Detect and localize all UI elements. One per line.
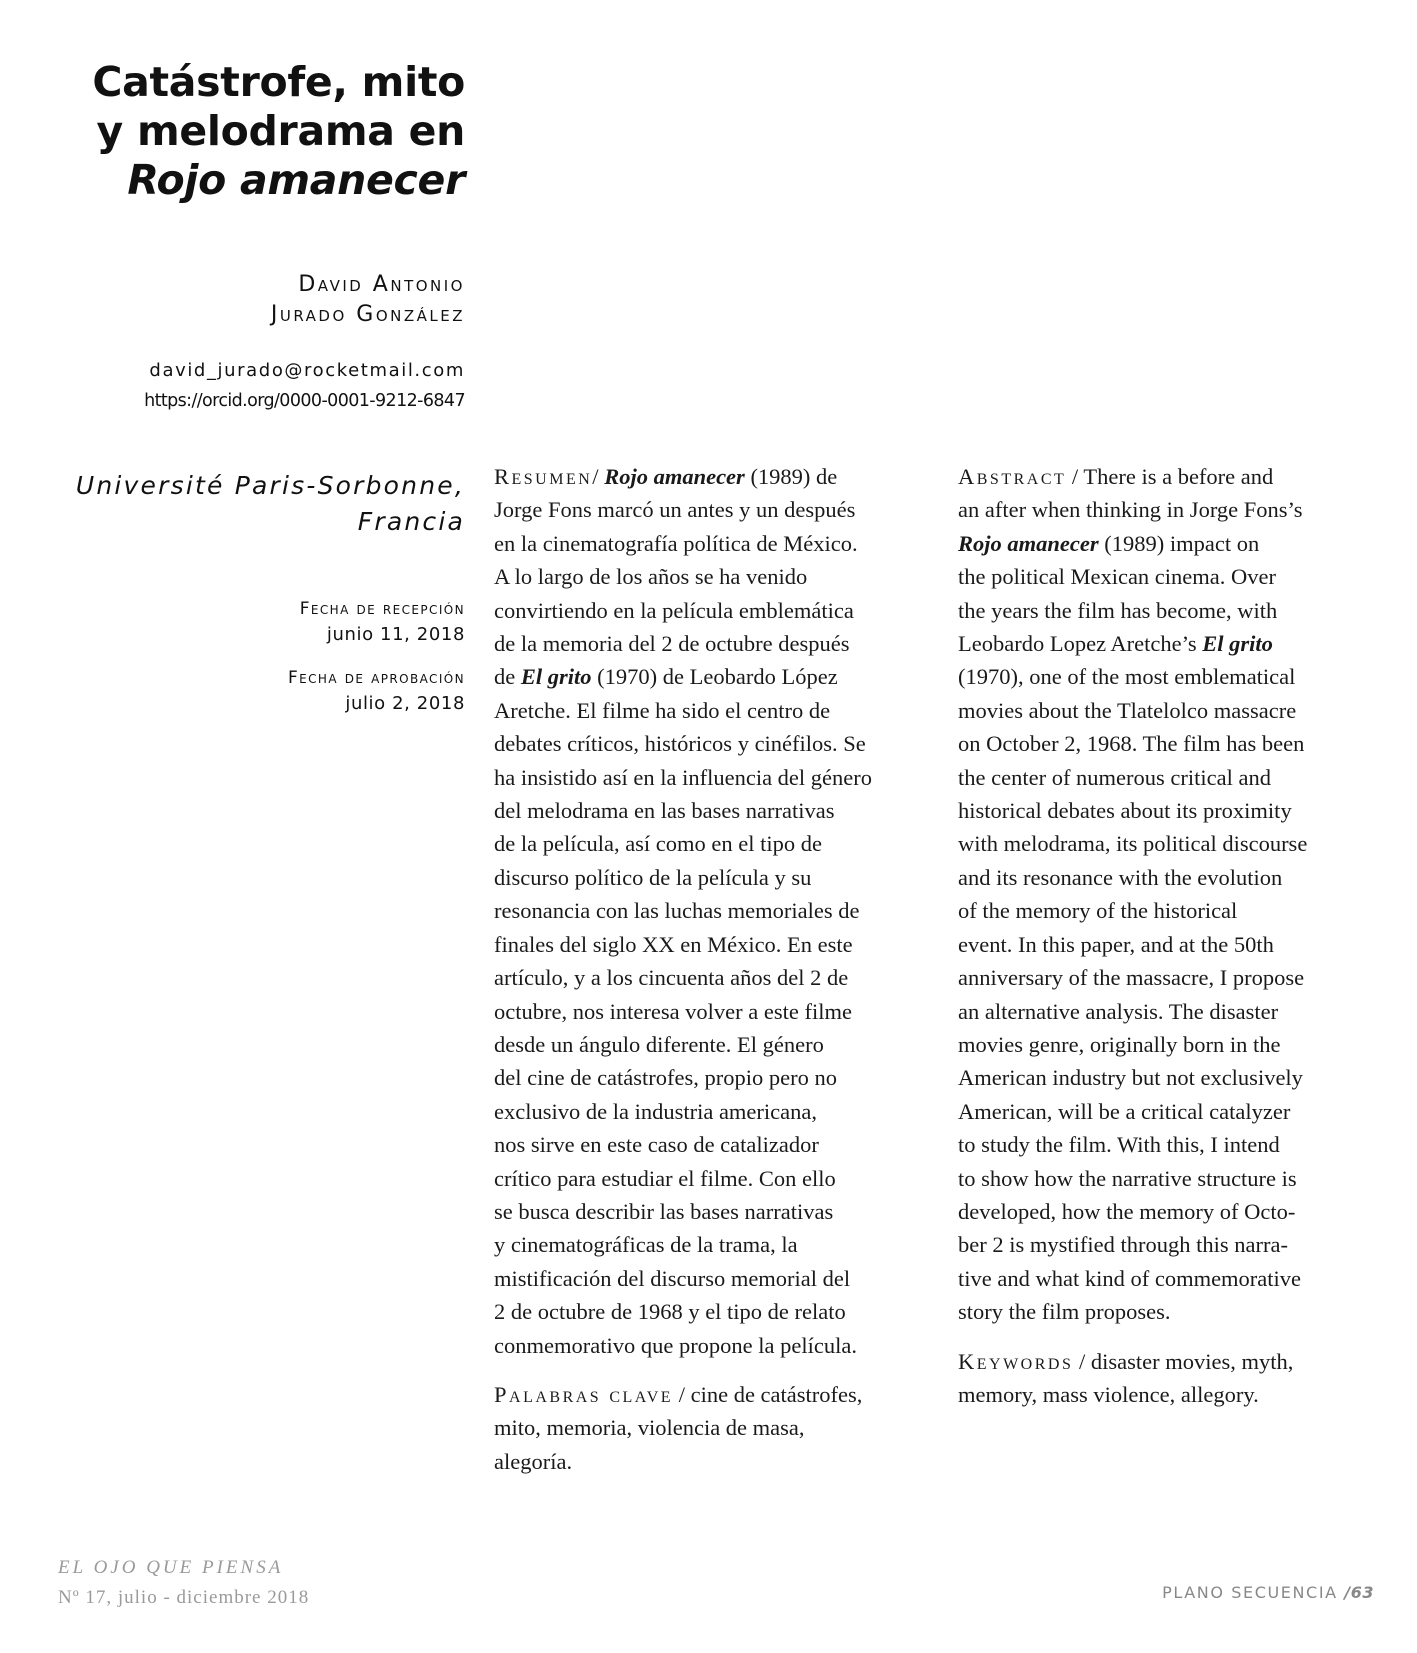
resumen-line: exclusivo de la industria americana, (494, 1098, 817, 1124)
resumen-line: octubre, nos interesa volver a este filme (494, 998, 852, 1024)
author-contact (25, 356, 465, 416)
abstract-line: anniversary of the massacre, I propose (958, 965, 1305, 991)
resumen-line: de la memoria del 2 de octubre después (494, 631, 850, 657)
resumen-line: discurso político de la película y su (494, 864, 812, 890)
keywords-heading: Keywords (958, 1348, 1074, 1374)
resumen-line: del cine de catástrofes, propio pero no (494, 1065, 837, 1091)
abstract-line: an alternative analysis. The disaster (958, 998, 1279, 1024)
resumen-line: Aretche. El filme ha sido el centro de (494, 697, 831, 723)
film-title: Rojo amanecer (604, 464, 745, 489)
received-date-value: junio 11, 2018 (326, 624, 465, 645)
abstract-line: (1970), one of the most emblematical (958, 664, 1296, 690)
article-dates (25, 595, 465, 716)
title-line-1: Catástrofe, mito (92, 58, 465, 106)
abstract-line: to show how the narrative structure is (958, 1165, 1297, 1191)
palabras-clave-line: / cine de catástrofes, (673, 1381, 863, 1407)
resumen-line: desde un ángulo diferente. El género (494, 1031, 824, 1057)
abstract-line: / There is a before and (1066, 464, 1274, 489)
resumen-line: convirtiendo en la película emblemática (494, 597, 854, 623)
resumen-line: se busca describir las bases narrativas (494, 1198, 834, 1224)
abstract-line: to study the film. With this, I intend (958, 1132, 1280, 1158)
film-title: El grito (1202, 631, 1273, 657)
resumen-line: 2 de octubre de 1968 y el tipo de relato (494, 1299, 846, 1325)
resumen-line: A lo largo de los años se ha venido (494, 564, 808, 590)
resumen-line: artículo, y a los cincuenta años del 2 de (494, 965, 849, 991)
abstract-line: of the memory of the historical (958, 898, 1238, 924)
abstract-line: the political Mexican cinema. Over (958, 564, 1276, 590)
abstract-line: and its resonance with the evolution (958, 864, 1283, 890)
journal-name: EL OJO QUE PIENSA (58, 1557, 284, 1578)
author-name-line-2: Jurado González (270, 302, 465, 327)
keywords-line: / disaster movies, myth, (1073, 1348, 1294, 1374)
keywords-line: memory, mass violence, allegory. (958, 1381, 1259, 1407)
author-orcid: https://orcid.org/0000-0001-9212-6847 (144, 391, 465, 411)
author-name (45, 270, 465, 330)
title-line-2: y melodrama en (96, 107, 465, 155)
resumen-paragraph (494, 460, 934, 1362)
title-film-name: Rojo amanecer (127, 156, 465, 204)
abstract-line: American industry but not exclusively (958, 1065, 1303, 1091)
abstract-line: American, will be a critical catalyzer (958, 1098, 1291, 1124)
resumen-line: / Rojo amanecer (1989) de (592, 464, 838, 489)
resumen-line: ha insistido así en la influencia del género (494, 764, 873, 790)
section-name: PLANO SECUENCIA (1162, 1583, 1338, 1602)
palabras-clave-line: mito, memoria, violencia de masa, (494, 1415, 805, 1441)
footer-page (1162, 1578, 1374, 1608)
resumen-line: conmemorativo que propone la película. (494, 1332, 857, 1358)
resumen-line: debates críticos, históricos y cinéfilos. Se (494, 731, 866, 757)
palabras-clave-line: alegoría. (494, 1448, 573, 1474)
abstract-line: historical debates about its proximity (958, 798, 1292, 824)
abstract-line: developed, how the memory of Octo- (958, 1198, 1296, 1224)
resumen-line: mistificación del discurso memorial del (494, 1265, 851, 1291)
abstract-heading: Abstract (958, 464, 1067, 489)
author-email: david_jurado@rocketmail.com (149, 360, 465, 381)
resumen-line: resonancia con las luchas memoriales de (494, 898, 860, 924)
palabras-clave-heading: Palabras clave (494, 1381, 674, 1407)
journal-issue: Nº 17, julio - diciembre 2018 (58, 1587, 310, 1608)
abstract-body (958, 464, 1398, 1329)
page-number: /63 (1344, 1583, 1374, 1602)
abstract-paragraph (958, 460, 1398, 1329)
resumen-line: nos sirve en este caso de catalizador (494, 1132, 819, 1158)
resumen-line: Jorge Fons marcó un antes y un después (494, 497, 856, 523)
resumen-line: y cinematográficas de la trama, la (494, 1232, 798, 1258)
palabras-clave-paragraph (494, 1378, 934, 1478)
abstract-column (958, 460, 1398, 1411)
abstract-line: event. In this paper, and at the 50th (958, 931, 1274, 957)
resumen-line: de El grito (1970) de Leobardo López (494, 664, 838, 690)
keywords-paragraph (958, 1345, 1398, 1412)
abstract-line: with melodrama, its political discourse (958, 831, 1308, 857)
affiliation-line-2: Francia (357, 507, 465, 536)
article-title (45, 58, 465, 205)
approved-date-value: julio 2, 2018 (345, 693, 465, 714)
approved-date-label: Fecha de aprobación (287, 668, 465, 688)
resumen-line: en la cinematografía política de México. (494, 530, 858, 556)
abstract-line: story the film proposes. (958, 1299, 1171, 1325)
resumen-column (494, 460, 934, 1478)
author-name-line-1: David Antonio (298, 272, 465, 297)
abstract-line: ber 2 is mystified through this narra- (958, 1232, 1288, 1258)
abstract-line: movies genre, originally born in the (958, 1031, 1281, 1057)
abstract-line: Leobardo Lopez Aretche’s El grito (958, 631, 1273, 657)
resumen-heading: Resumen (494, 464, 593, 489)
resumen-line: finales del siglo XX en México. En este (494, 931, 853, 957)
film-title: Rojo amanecer (958, 530, 1099, 556)
abstract-line: an after when thinking in Jorge Fons’s (958, 497, 1303, 523)
resumen-line: crítico para estudiar el filme. Con ello (494, 1165, 836, 1191)
affiliation-line-1: Université Paris-Sorbonne, (75, 471, 465, 500)
abstract-line: Rojo amanecer (1989) impact on (958, 530, 1260, 556)
abstract-line: on October 2, 1968. The film has been (958, 731, 1305, 757)
abstract-line: the years the film has become, with (958, 597, 1278, 623)
abstract-line: tive and what kind of commemorative (958, 1265, 1302, 1291)
resumen-line: de la película, así como en el tipo de (494, 831, 823, 857)
film-title: El grito (520, 664, 592, 690)
abstract-line: the center of numerous critical and (958, 764, 1271, 790)
author-affiliation (25, 468, 465, 540)
resumen-body (494, 464, 934, 1362)
footer-journal (58, 1553, 309, 1613)
abstract-line: movies about the Tlatelolco massacre (958, 697, 1297, 723)
resumen-line: del melodrama en las bases narrativas (494, 798, 835, 824)
received-date-label: Fecha de recepción (299, 599, 465, 619)
